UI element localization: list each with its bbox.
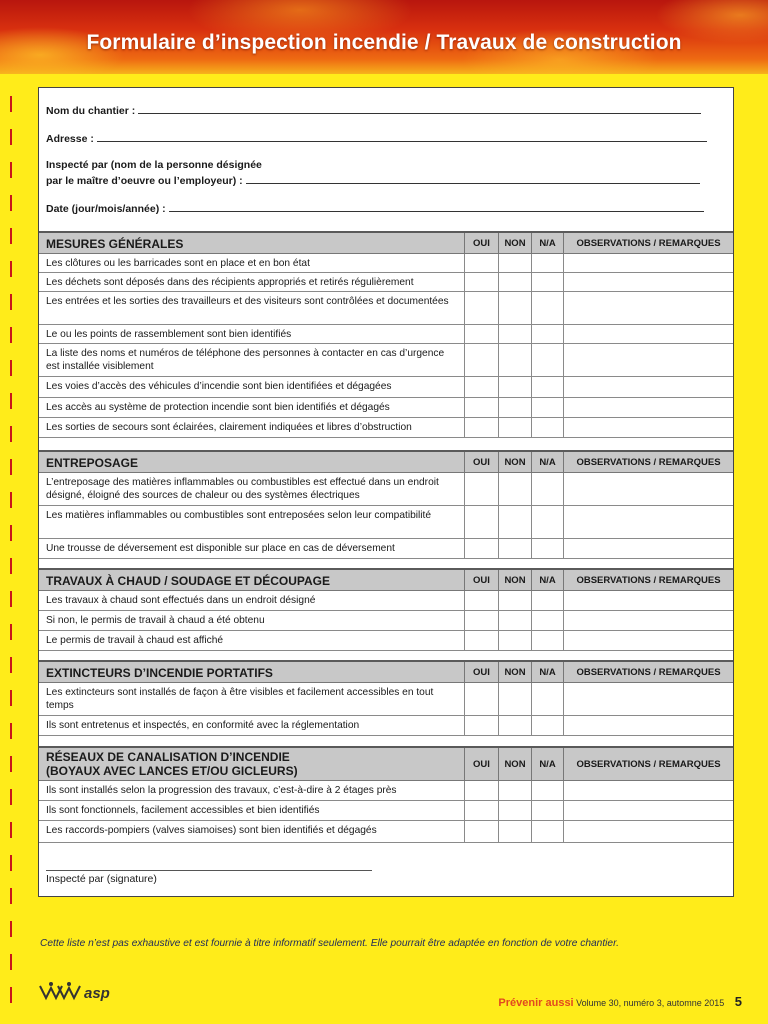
yes-checkbox[interactable]	[464, 344, 498, 376]
section-title-line: RÉSEAUX DE CANALISATION D’INCENDIE	[46, 750, 290, 764]
column-header-no: NON	[498, 662, 531, 682]
margin-tick	[10, 756, 12, 772]
section-header	[39, 450, 733, 473]
checklist-item-text: La liste des noms et numéros de téléphone des personnes à contacter en cas d’urgence est installée visiblement	[46, 348, 445, 372]
section-header	[39, 231, 733, 254]
no-checkbox[interactable]	[498, 273, 531, 291]
notes-cell[interactable]	[563, 591, 733, 610]
inspector-label: par le maître d’oeuvre ou l’employeur) :	[46, 175, 243, 187]
checklist-row	[39, 418, 733, 438]
na-checkbox[interactable]	[531, 821, 563, 842]
na-checkbox[interactable]	[531, 781, 563, 800]
checklist-row	[39, 591, 733, 611]
margin-tick	[10, 657, 12, 673]
yes-checkbox[interactable]	[464, 611, 498, 630]
column-header-notes: OBSERVATIONS / REMARQUES	[563, 662, 733, 682]
checklist-item-text: Si non, le permis de travail à chaud a été obtenu	[46, 615, 265, 626]
section-5	[39, 746, 733, 843]
date-label: Date (jour/mois/année) :	[46, 203, 166, 215]
checklist-row	[39, 325, 733, 344]
section-title-line: EXTINCTEURS D’INCENDIE PORTATIFS	[46, 666, 273, 680]
column-header-no: NON	[498, 452, 531, 472]
margin-tick	[10, 723, 12, 739]
yes-checkbox[interactable]	[464, 418, 498, 437]
section-header	[39, 746, 733, 781]
margin-tick	[10, 459, 12, 475]
inspection-form	[38, 87, 734, 897]
signature-line[interactable]	[46, 870, 372, 871]
column-header-no: NON	[498, 748, 531, 780]
yes-checkbox[interactable]	[464, 631, 498, 650]
section-title-line: ENTREPOSAGE	[46, 456, 139, 470]
margin-ticks	[10, 96, 12, 1006]
column-header-no: NON	[498, 570, 531, 590]
column-header-notes: OBSERVATIONS / REMARQUES	[563, 233, 733, 253]
section-title-line: MESURES GÉNÉRALES	[46, 237, 184, 251]
column-header-na: N/A	[531, 233, 563, 253]
section-title	[46, 456, 138, 470]
margin-tick	[10, 360, 12, 376]
notes-cell[interactable]	[563, 273, 733, 291]
section-header	[39, 568, 733, 591]
section-title	[46, 574, 330, 588]
notes-cell[interactable]	[563, 344, 733, 376]
na-checkbox[interactable]	[531, 398, 563, 417]
notes-cell[interactable]	[563, 418, 733, 437]
footer	[498, 994, 742, 1009]
section-1	[39, 231, 733, 438]
column-header-na: N/A	[531, 748, 563, 780]
yes-checkbox[interactable]	[464, 377, 498, 397]
no-checkbox[interactable]	[498, 611, 531, 630]
column-header-yes: OUI	[464, 662, 498, 682]
na-checkbox[interactable]	[531, 611, 563, 630]
checklist-row	[39, 473, 733, 506]
checklist-row	[39, 611, 733, 631]
section-title	[46, 666, 273, 680]
notes-cell[interactable]	[563, 377, 733, 397]
section-3	[39, 568, 733, 651]
no-checkbox[interactable]	[498, 325, 531, 343]
publication-name: Prévenir aussi	[498, 997, 574, 1009]
yes-checkbox[interactable]	[464, 801, 498, 820]
checklist-item-text: Les entrées et les sorties des travailleurs et des visiteurs sont contrôlées et documentées	[46, 296, 449, 307]
no-checkbox[interactable]	[498, 801, 531, 820]
notes-cell[interactable]	[563, 801, 733, 820]
no-checkbox[interactable]	[498, 539, 531, 558]
column-header-na: N/A	[531, 662, 563, 682]
checklist-item-text: Le ou les points de rassemblement sont bien identifiés	[46, 329, 292, 340]
section-subtitle: (BOYAUX AVEC LANCES ET/OU GICLEURS)	[46, 764, 298, 778]
yes-checkbox[interactable]	[464, 506, 498, 538]
address-label: Adresse :	[46, 133, 94, 145]
checklist-item-text: Les matières inflammables ou combustibles sont entreposées selon leur compatibilité	[46, 510, 432, 521]
checklist-item-text: Les travaux à chaud sont effectués dans un endroit désigné	[46, 595, 316, 606]
checklist-item-text: Les déchets sont déposés dans des récipients appropriés et retirés régulièrement	[46, 277, 414, 288]
notes-cell[interactable]	[563, 821, 733, 842]
checklist-row	[39, 539, 733, 559]
margin-tick	[10, 426, 12, 442]
margin-tick	[10, 624, 12, 640]
margin-tick	[10, 228, 12, 244]
checklist-row	[39, 506, 733, 539]
margin-tick	[10, 822, 12, 838]
margin-tick	[10, 195, 12, 211]
margin-tick	[10, 327, 12, 343]
checklist-item-text: Le permis de travail à chaud est affiché	[46, 635, 224, 646]
checklist-item-text: Les extincteurs sont installés de façon à être visibles et facilement accessibles en tout temps	[46, 687, 434, 711]
checklist-row	[39, 821, 733, 843]
margin-tick	[10, 162, 12, 178]
na-checkbox[interactable]	[531, 631, 563, 650]
checklist-row	[39, 631, 733, 651]
yes-checkbox[interactable]	[464, 781, 498, 800]
na-checkbox[interactable]	[531, 683, 563, 715]
checklist-row	[39, 292, 733, 325]
notes-cell[interactable]	[563, 683, 733, 715]
margin-tick	[10, 492, 12, 508]
no-checkbox[interactable]	[498, 292, 531, 324]
notes-cell[interactable]	[563, 631, 733, 650]
fire-banner	[0, 0, 768, 74]
column-header-yes: OUI	[464, 748, 498, 780]
no-checkbox[interactable]	[498, 781, 531, 800]
notes-cell[interactable]	[563, 506, 733, 538]
yes-checkbox[interactable]	[464, 254, 498, 272]
column-header-na: N/A	[531, 452, 563, 472]
na-checkbox[interactable]	[531, 273, 563, 291]
na-checkbox[interactable]	[531, 591, 563, 610]
margin-tick	[10, 690, 12, 706]
checklist-row	[39, 683, 733, 716]
section-4	[39, 660, 733, 736]
checklist-item-text: Ils sont installés selon la progression des travaux, c’est-à-dire à 2 étages près	[46, 785, 397, 796]
checklist-row	[39, 273, 733, 292]
yes-checkbox[interactable]	[464, 539, 498, 558]
inspector-field[interactable]	[46, 174, 700, 187]
notes-cell[interactable]	[563, 292, 733, 324]
checklist-item-text: Ils sont entretenus et inspectés, en conformité avec la réglementation	[46, 720, 360, 731]
checklist-item-text: Les clôtures ou les barricades sont en place et en bon état	[46, 258, 310, 269]
no-checkbox[interactable]	[498, 821, 531, 842]
checklist-item-text: Une trousse de déversement est disponible sur place en cas de déversement	[46, 543, 395, 554]
column-header-yes: OUI	[464, 233, 498, 253]
checklist-item-text: Ils sont fonctionnels, facilement accessibles et bien identifiés	[46, 805, 320, 816]
no-checkbox[interactable]	[498, 344, 531, 376]
margin-tick	[10, 855, 12, 871]
margin-tick	[10, 261, 12, 277]
column-header-yes: OUI	[464, 452, 498, 472]
yes-checkbox[interactable]	[464, 473, 498, 505]
na-checkbox[interactable]	[531, 539, 563, 558]
notes-cell[interactable]	[563, 539, 733, 558]
margin-tick	[10, 888, 12, 904]
margin-tick	[10, 954, 12, 970]
disclaimer: Cette liste n’est pas exhaustive et est fournie à titre informatif seulement. Elle pourrait être adaptée en fonction de votre chantier.	[40, 938, 619, 949]
column-header-no: NON	[498, 233, 531, 253]
checklist-row	[39, 716, 733, 736]
column-header-notes: OBSERVATIONS / REMARQUES	[563, 748, 733, 780]
margin-tick	[10, 789, 12, 805]
checklist-row	[39, 781, 733, 801]
no-checkbox[interactable]	[498, 377, 531, 397]
na-checkbox[interactable]	[531, 377, 563, 397]
checklist-item-text: Les voies d’accès des véhicules d’incendie sont bien identifiées et dégagées	[46, 381, 392, 392]
issue-info: Volume 30, numéro 3, automne 2015	[576, 998, 725, 1008]
logo-text: asp	[84, 985, 110, 1002]
no-checkbox[interactable]	[498, 591, 531, 610]
margin-tick	[10, 987, 12, 1003]
section-title-line: TRAVAUX À CHAUD / SOUDAGE ET DÉCOUPAGE	[46, 574, 331, 588]
margin-tick	[10, 129, 12, 145]
margin-tick	[10, 393, 12, 409]
checklist-row	[39, 398, 733, 418]
address-field[interactable]	[46, 132, 707, 145]
notes-cell[interactable]	[563, 781, 733, 800]
margin-tick	[10, 591, 12, 607]
no-checkbox[interactable]	[498, 716, 531, 735]
section-2	[39, 450, 733, 559]
notes-cell[interactable]	[563, 325, 733, 343]
na-checkbox[interactable]	[531, 801, 563, 820]
na-checkbox[interactable]	[531, 292, 563, 324]
na-checkbox[interactable]	[531, 716, 563, 735]
checklist-row	[39, 801, 733, 821]
no-checkbox[interactable]	[498, 473, 531, 505]
no-checkbox[interactable]	[498, 683, 531, 715]
inspector-field-label1: Inspecté par (nom de la personne désignée	[46, 159, 262, 171]
section-title	[46, 237, 183, 251]
margin-tick	[10, 96, 12, 112]
signature-label: Inspecté par (signature)	[46, 873, 157, 885]
yes-checkbox[interactable]	[464, 398, 498, 417]
column-header-na: N/A	[531, 570, 563, 590]
notes-cell[interactable]	[563, 611, 733, 630]
yes-checkbox[interactable]	[464, 821, 498, 842]
checklist-item-text: Les accès au système de protection incendie sont bien identifiés et dégagés	[46, 402, 390, 413]
margin-tick	[10, 558, 12, 574]
notes-cell[interactable]	[563, 473, 733, 505]
site-field[interactable]	[46, 104, 701, 117]
notes-cell[interactable]	[563, 398, 733, 417]
column-header-notes: OBSERVATIONS / REMARQUES	[563, 452, 733, 472]
date-underline[interactable]	[169, 202, 704, 212]
no-checkbox[interactable]	[498, 398, 531, 417]
na-checkbox[interactable]	[531, 506, 563, 538]
no-checkbox[interactable]	[498, 254, 531, 272]
yes-checkbox[interactable]	[464, 273, 498, 291]
na-checkbox[interactable]	[531, 418, 563, 437]
margin-tick	[10, 294, 12, 310]
yes-checkbox[interactable]	[464, 683, 498, 715]
no-checkbox[interactable]	[498, 418, 531, 437]
no-checkbox[interactable]	[498, 506, 531, 538]
yes-checkbox[interactable]	[464, 716, 498, 735]
yes-checkbox[interactable]	[464, 591, 498, 610]
na-checkbox[interactable]	[531, 325, 563, 343]
na-checkbox[interactable]	[531, 344, 563, 376]
na-checkbox[interactable]	[531, 473, 563, 505]
date-field[interactable]	[46, 202, 704, 215]
checklist-item-text: Les raccords-pompiers (valves siamoises) sont bien identifiés et dégagés	[46, 825, 377, 836]
checklist-row	[39, 344, 733, 377]
yes-checkbox[interactable]	[464, 325, 498, 343]
site-label: Nom du chantier :	[46, 105, 136, 117]
asp-logo	[38, 980, 128, 1006]
yes-checkbox[interactable]	[464, 292, 498, 324]
margin-tick	[10, 525, 12, 541]
section-title	[46, 750, 298, 778]
page-number: 5	[734, 994, 742, 1009]
column-header-yes: OUI	[464, 570, 498, 590]
inspector-underline[interactable]	[246, 174, 700, 184]
no-checkbox[interactable]	[498, 631, 531, 650]
section-header	[39, 660, 733, 683]
address-underline[interactable]	[97, 132, 707, 142]
checklist-row	[39, 377, 733, 398]
site-underline[interactable]	[138, 104, 701, 114]
checklist-item-text: Les sorties de secours sont éclairées, clairement indiquées et libres d’obstruction	[46, 422, 412, 433]
notes-cell[interactable]	[563, 254, 733, 272]
column-header-notes: OBSERVATIONS / REMARQUES	[563, 570, 733, 590]
checklist-item-text: L’entreposage des matières inflammables ou combustibles est effectué dans un endroit désigné, éloigné des sources de chaleur ou des systèmes électriques	[46, 477, 439, 501]
page-title: Formulaire d’inspection incendie / Travaux de construction	[86, 31, 682, 54]
margin-tick	[10, 921, 12, 937]
checklist-row	[39, 254, 733, 273]
notes-cell[interactable]	[563, 716, 733, 735]
na-checkbox[interactable]	[531, 254, 563, 272]
